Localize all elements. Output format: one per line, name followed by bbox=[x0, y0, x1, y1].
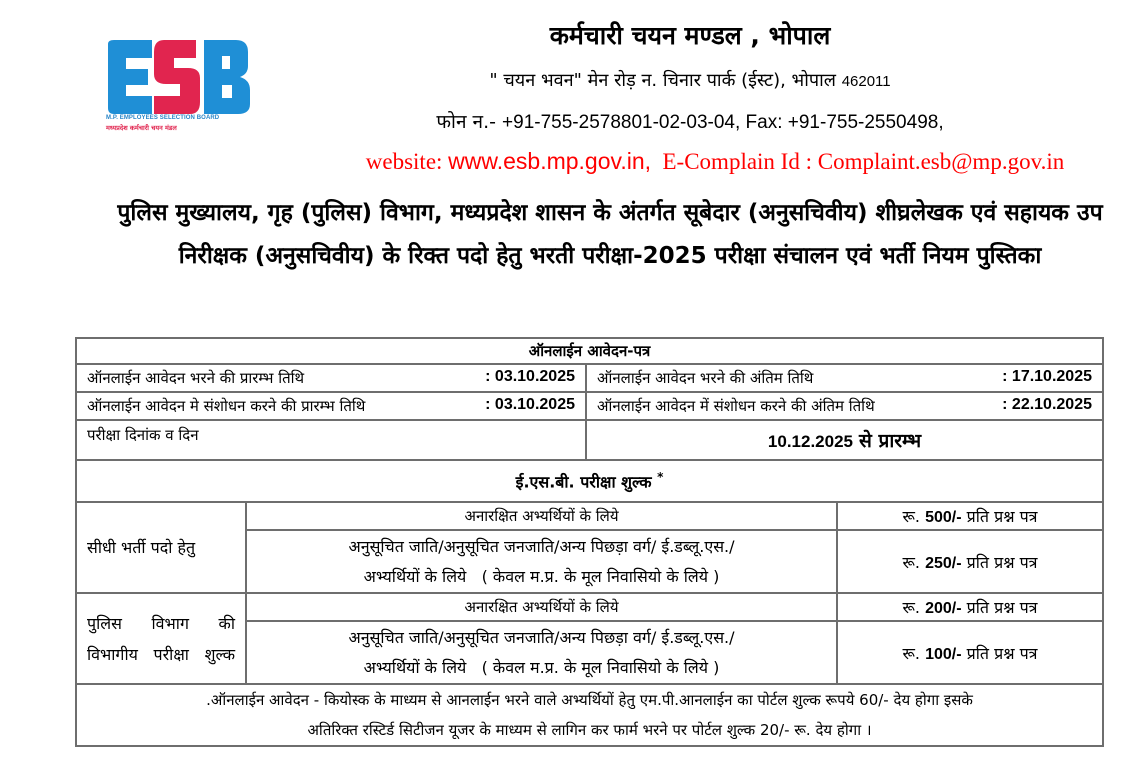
fee-amount-cell bbox=[837, 621, 1103, 684]
esb-logo-icon bbox=[104, 38, 252, 116]
fee-row bbox=[76, 593, 1103, 621]
edit-end-date-label: ऑनलाईन आवेदन में संशोधन करने की अंतिम तिथि bbox=[597, 397, 875, 415]
exam-info-table bbox=[75, 337, 1104, 747]
fee-unit: प्रति प्रश्न पत्र bbox=[966, 507, 1038, 526]
exam-date-row bbox=[76, 420, 1103, 460]
currency: रू. bbox=[902, 552, 920, 572]
fee-description-line1: अनुसूचित जाति/अनुसूचित जनजाति/अन्य पिछड़ा वर्ग/ ई.डब्लू.एस./ bbox=[348, 536, 735, 556]
edit-start-date-cell bbox=[76, 392, 586, 420]
fee-category-direct: सीधी भर्ती पदो हेतु bbox=[76, 502, 246, 593]
start-date-cell bbox=[76, 364, 586, 392]
portal-fee-note-line1: .ऑनलाईन आवेदन - कियोस्क के माध्यम से आनलाईन भरने वाले अभ्यर्थियों हेतु एम.पी.आनलाईन का पोर्टल शुल्क रूपये 60/- देय होगा इसके bbox=[206, 691, 973, 709]
fee-description: अनारक्षित अभ्यर्थियों के लिये bbox=[246, 593, 837, 621]
fee-description bbox=[246, 530, 837, 593]
date-row bbox=[76, 364, 1103, 392]
portal-fee-note bbox=[76, 684, 1103, 746]
fee-amount: 200/- bbox=[925, 600, 962, 617]
fee-amount-cell bbox=[837, 530, 1103, 593]
website-link[interactable]: www.esb.mp.gov.in, bbox=[448, 148, 651, 174]
fee-unit: प्रति प्रश्न पत्र bbox=[966, 643, 1038, 663]
fee-amount: 250/- bbox=[925, 554, 962, 572]
online-section-header: ऑनलाईन आवेदन-पत्र bbox=[76, 338, 1103, 364]
edit-start-date-value: : 03.10.2025 bbox=[485, 396, 575, 413]
exam-date-label: परीक्षा दिनांक व दिन bbox=[76, 420, 586, 460]
fee-row bbox=[76, 502, 1103, 530]
organization-name: कर्मचारी चयन मण्डल , भोपाल bbox=[549, 21, 831, 50]
organization-web-contact bbox=[320, 148, 1110, 175]
esb-logo bbox=[104, 38, 252, 134]
end-date-label: ऑनलाईन आवेदन भरने की अंतिम तिथि bbox=[597, 369, 814, 387]
online-section-header-row bbox=[76, 338, 1103, 364]
fee-unit: प्रति प्रश्न पत्र bbox=[966, 598, 1038, 617]
phone-fax-numbers: +91-755-2578801-02-03-04, Fax: +91-755-2550498, bbox=[502, 112, 944, 133]
fee-description-line2: अभ्यर्थियों के लिये ( केवल म.प्र. के मूल निवासियो के लिये ) bbox=[363, 657, 720, 677]
logo-caption-english: M.P. EMPLOYEES SELECTION BOARD bbox=[106, 115, 220, 121]
organization-phone bbox=[400, 108, 980, 134]
fee-section-title: ई.एस.बी. परीक्षा शुल्क bbox=[515, 472, 652, 492]
fee-description-line2: अभ्यर्थियों के लिये ( केवल म.प्र. के मूल निवासियो के लिये ) bbox=[363, 566, 720, 586]
start-date-value: : 03.10.2025 bbox=[485, 368, 575, 385]
currency: रू. bbox=[902, 598, 920, 617]
phone-label: फोन न.- bbox=[436, 111, 496, 133]
edit-end-date-cell bbox=[586, 392, 1103, 420]
address-pincode: 462011 bbox=[841, 73, 891, 90]
exam-date-cell bbox=[586, 420, 1103, 460]
document-title: पुलिस मुख्यालय, गृह (पुलिस) विभाग, मध्यप्रदेश शासन के अंतर्गत सूबेदार (अनुसचिवीय) शीघ्रलेखक एवं सहायक उप निरीक्षक (अनुसचिवीय) के रिक्त पदो हेतु भरती परीक्षा-2025 परीक्षा संचालन एवं भर्ती नियम पुस्तिका bbox=[117, 200, 1103, 269]
currency: रू. bbox=[902, 643, 920, 663]
end-date-cell bbox=[586, 364, 1103, 392]
date-row bbox=[76, 392, 1103, 420]
edit-start-date-label: ऑनलाईन आवेदन मे संशोधन करने की प्रारम्भ तिथि bbox=[87, 397, 366, 415]
start-date-label: ऑनलाईन आवेदन भरने की प्रारम्भ तिथि bbox=[87, 369, 305, 387]
fee-amount-cell bbox=[837, 502, 1103, 530]
fee-section-header bbox=[76, 460, 1103, 502]
fee-category-departmental: पुलिस विभाग की विभागीय परीक्षा शुल्क bbox=[76, 593, 246, 684]
logo-caption-hindi: मध्यप्रदेश कर्मचारी चयन मंडल bbox=[106, 124, 177, 132]
website-label: website: bbox=[365, 149, 443, 174]
portal-fee-note-line2: अतिरिक्त रस्टिर्ड सिटीजन यूजर के माध्यम से लागिन कर फार्म भरने पर पोर्टल शुल्क 20/- रू. देय होगा । bbox=[307, 721, 872, 739]
edit-end-date-value: : 22.10.2025 bbox=[1002, 396, 1092, 413]
exam-date-value: 10.12.2025 bbox=[767, 432, 853, 451]
fee-description: अनारक्षित अभ्यर्थियों के लिये bbox=[246, 502, 837, 530]
fee-description-line1: अनुसूचित जाति/अनुसूचित जनजाति/अन्य पिछड़ा वर्ग/ ई.डब्लू.एस./ bbox=[348, 627, 735, 647]
complain-email-link[interactable]: Complaint.esb@mp.gov.in bbox=[817, 149, 1065, 174]
address-text: " चयन भवन" मेन रोड़ न. चिनार पार्क (ईस्ट), भोपाल bbox=[489, 70, 836, 91]
end-date-value: : 17.10.2025 bbox=[1002, 368, 1092, 385]
asterisk-mark: * bbox=[657, 469, 664, 484]
organization-address bbox=[400, 68, 980, 92]
exam-date-suffix: से प्रारम्भ bbox=[859, 430, 922, 452]
fee-unit: प्रति प्रश्न पत्र bbox=[966, 552, 1038, 572]
fee-section-header-row bbox=[76, 460, 1103, 502]
fee-amount: 100/- bbox=[925, 645, 962, 663]
fee-amount: 500/- bbox=[925, 509, 962, 526]
complain-label: E-Complain Id : bbox=[662, 149, 812, 174]
currency: रू. bbox=[902, 507, 920, 526]
fee-amount-cell bbox=[837, 593, 1103, 621]
fee-description bbox=[246, 621, 837, 684]
portal-fee-note-row bbox=[76, 684, 1103, 746]
